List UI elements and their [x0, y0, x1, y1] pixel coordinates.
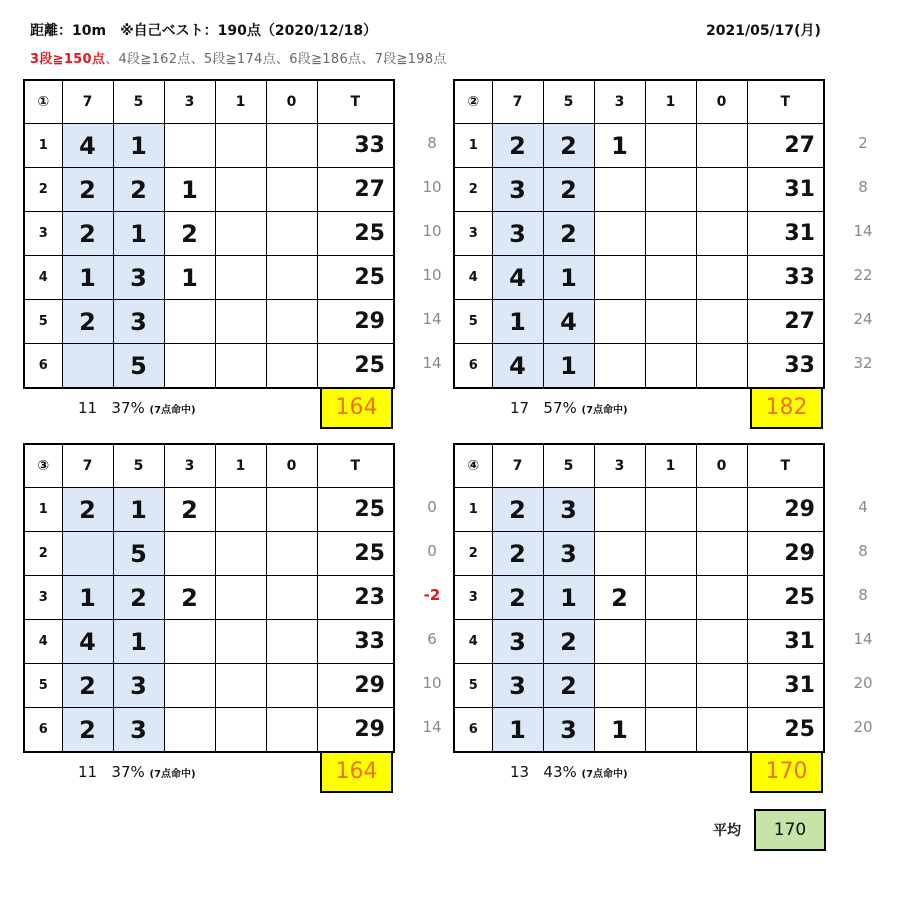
column-header: 1	[645, 444, 696, 488]
table-header-row	[24, 80, 394, 124]
cumulative-diff: 14	[853, 222, 873, 240]
count-cell-c7: 3	[492, 212, 543, 256]
count-cell-c3: 1	[594, 124, 645, 168]
round-mark: ②	[454, 80, 492, 124]
count-cell-c0	[266, 212, 317, 256]
table-row	[454, 620, 824, 664]
table-row	[454, 168, 824, 212]
count-cell-c7: 2	[62, 168, 113, 212]
column-header: 7	[62, 444, 113, 488]
column-header: 0	[266, 444, 317, 488]
table-header-row	[24, 444, 394, 488]
cumulative-diff: 20	[853, 718, 873, 736]
count-cell-c5: 3	[543, 708, 594, 753]
count-cell-c1	[215, 168, 266, 212]
table-row	[454, 488, 824, 532]
hit-stats	[78, 399, 196, 417]
round-3-scorecard	[23, 443, 463, 793]
end-total: 23	[317, 576, 394, 620]
count-cell-c0	[696, 664, 747, 708]
count-cell-c0	[696, 488, 747, 532]
table-header-row	[454, 80, 824, 124]
hit-rate: 57%	[543, 399, 577, 417]
count-cell-c1	[645, 488, 696, 532]
table-row	[24, 168, 394, 212]
count-cell-c7: 3	[492, 620, 543, 664]
table-row	[24, 488, 394, 532]
cumulative-diff: 8	[858, 542, 868, 560]
count-cell-c7: 1	[492, 708, 543, 753]
cumulative-diff: 10	[422, 266, 442, 284]
end-label: 1	[24, 124, 62, 168]
count-cell-c3	[164, 620, 215, 664]
grand-total: 170	[750, 751, 823, 793]
count-cell-c7: 2	[62, 664, 113, 708]
column-header: 1	[645, 80, 696, 124]
end-total: 33	[317, 620, 394, 664]
round-mark: ④	[454, 444, 492, 488]
count-cell-c0	[266, 532, 317, 576]
count-cell-c1	[215, 256, 266, 300]
table-row	[24, 344, 394, 389]
rank-highlight: 3段≧150点	[30, 52, 106, 67]
count-cell-c3: 2	[164, 576, 215, 620]
end-total: 25	[747, 576, 824, 620]
count-cell-c5: 5	[113, 532, 164, 576]
end-total: 25	[747, 708, 824, 753]
average-box: 170	[754, 809, 826, 851]
count-cell-c5: 2	[543, 620, 594, 664]
count-cell-c0	[266, 124, 317, 168]
count-cell-c3	[594, 664, 645, 708]
end-label: 5	[24, 664, 62, 708]
count-cell-c7: 4	[492, 256, 543, 300]
count-cell-c5: 5	[113, 344, 164, 389]
end-total: 31	[747, 168, 824, 212]
column-header: 5	[113, 444, 164, 488]
table-row	[454, 124, 824, 168]
count-cell-c3	[164, 124, 215, 168]
end-total: 25	[317, 256, 394, 300]
hit-count: 11	[78, 399, 98, 417]
end-label: 5	[454, 664, 492, 708]
column-header: T	[747, 444, 824, 488]
header-rank-thresholds	[30, 48, 447, 67]
column-header: 7	[492, 80, 543, 124]
grand-total: 182	[750, 387, 823, 429]
cumulative-diff: 14	[422, 354, 442, 372]
count-cell-c1	[645, 532, 696, 576]
cumulative-diff: 10	[422, 178, 442, 196]
table-row	[24, 576, 394, 620]
count-cell-c7: 2	[62, 300, 113, 344]
count-cell-c1	[645, 300, 696, 344]
count-cell-c3	[594, 488, 645, 532]
count-cell-c0	[696, 256, 747, 300]
table-row	[24, 300, 394, 344]
count-cell-c0	[266, 344, 317, 389]
count-cell-c1	[645, 576, 696, 620]
table-row	[454, 708, 824, 753]
count-cell-c7: 2	[492, 488, 543, 532]
count-cell-c7: 4	[492, 344, 543, 389]
end-label: 6	[454, 708, 492, 753]
end-total: 33	[747, 256, 824, 300]
count-cell-c5: 2	[113, 168, 164, 212]
table-row	[454, 532, 824, 576]
cumulative-diff: 2	[858, 134, 868, 152]
round-4-scorecard	[453, 443, 893, 793]
count-cell-c7: 1	[62, 256, 113, 300]
cumulative-diff: 24	[853, 310, 873, 328]
count-cell-c7: 2	[492, 532, 543, 576]
count-cell-c0	[696, 532, 747, 576]
score-table	[453, 79, 825, 389]
end-total: 33	[317, 124, 394, 168]
end-label: 4	[24, 620, 62, 664]
average-label: 平均	[713, 823, 741, 839]
count-cell-c1	[215, 124, 266, 168]
end-total: 25	[317, 212, 394, 256]
column-header: 0	[266, 80, 317, 124]
count-cell-c7	[62, 344, 113, 389]
count-cell-c1	[215, 708, 266, 753]
hit-rate: 43%	[543, 763, 577, 781]
count-cell-c1	[215, 532, 266, 576]
count-cell-c3	[594, 168, 645, 212]
column-header: 0	[696, 444, 747, 488]
table-header-row	[454, 444, 824, 488]
count-cell-c3	[594, 532, 645, 576]
hit-rate-note: (7点命中)	[581, 769, 628, 780]
end-label: 5	[454, 300, 492, 344]
table-row	[24, 664, 394, 708]
table-row	[454, 300, 824, 344]
count-cell-c7: 2	[62, 708, 113, 753]
cumulative-diff: 14	[853, 630, 873, 648]
cumulative-diff: 32	[853, 354, 873, 372]
end-total: 29	[747, 532, 824, 576]
score-table	[23, 79, 395, 389]
column-header: 7	[62, 80, 113, 124]
count-cell-c5: 1	[113, 620, 164, 664]
end-label: 1	[24, 488, 62, 532]
count-cell-c7: 2	[62, 488, 113, 532]
count-cell-c5: 1	[543, 576, 594, 620]
table-row	[24, 532, 394, 576]
count-cell-c0	[696, 344, 747, 389]
count-cell-c0	[696, 576, 747, 620]
count-cell-c1	[215, 576, 266, 620]
cumulative-diff: 6	[427, 630, 437, 648]
end-total: 27	[747, 124, 824, 168]
column-header: 5	[543, 444, 594, 488]
table-row	[454, 212, 824, 256]
count-cell-c3	[164, 664, 215, 708]
count-cell-c7: 3	[492, 664, 543, 708]
count-cell-c1	[645, 620, 696, 664]
column-header: 3	[594, 80, 645, 124]
column-header: 1	[215, 80, 266, 124]
column-header: 3	[164, 444, 215, 488]
end-total: 27	[747, 300, 824, 344]
count-cell-c3	[164, 708, 215, 753]
count-cell-c5: 3	[113, 708, 164, 753]
count-cell-c3	[594, 300, 645, 344]
column-header: T	[317, 444, 394, 488]
end-label: 2	[24, 532, 62, 576]
end-total: 29	[317, 664, 394, 708]
end-label: 4	[454, 256, 492, 300]
count-cell-c0	[266, 620, 317, 664]
end-label: 3	[454, 212, 492, 256]
cumulative-diff: 10	[422, 222, 442, 240]
count-cell-c1	[215, 488, 266, 532]
count-cell-c5: 1	[113, 488, 164, 532]
end-total: 29	[747, 488, 824, 532]
count-cell-c5: 1	[543, 256, 594, 300]
header-date: 2021/05/17(月)	[706, 23, 821, 39]
count-cell-c3: 1	[164, 256, 215, 300]
end-label: 2	[454, 168, 492, 212]
table-row	[24, 256, 394, 300]
round-mark: ①	[24, 80, 62, 124]
count-cell-c5: 2	[113, 576, 164, 620]
header-distance-best: 距離：10m ※自己ベスト：190点（2020/12/18）	[30, 23, 378, 39]
table-row	[454, 664, 824, 708]
end-label: 2	[454, 532, 492, 576]
end-label: 4	[24, 256, 62, 300]
count-cell-c0	[266, 300, 317, 344]
count-cell-c1	[645, 168, 696, 212]
count-cell-c1	[645, 344, 696, 389]
cumulative-diff: 22	[853, 266, 873, 284]
count-cell-c0	[266, 488, 317, 532]
count-cell-c1	[645, 212, 696, 256]
count-cell-c3	[594, 212, 645, 256]
hit-rate: 37%	[111, 399, 145, 417]
hit-count: 11	[78, 763, 98, 781]
count-cell-c5: 2	[543, 664, 594, 708]
count-cell-c5: 4	[543, 300, 594, 344]
end-total: 27	[317, 168, 394, 212]
score-table	[23, 443, 395, 753]
count-cell-c0	[696, 168, 747, 212]
end-label: 6	[24, 344, 62, 389]
count-cell-c3: 2	[164, 212, 215, 256]
count-cell-c3	[164, 344, 215, 389]
end-label: 6	[24, 708, 62, 753]
end-total: 25	[317, 344, 394, 389]
round-mark: ③	[24, 444, 62, 488]
end-total: 33	[747, 344, 824, 389]
column-header: 1	[215, 444, 266, 488]
end-label: 3	[24, 212, 62, 256]
count-cell-c1	[645, 664, 696, 708]
count-cell-c0	[696, 620, 747, 664]
hit-rate-note: (7点命中)	[149, 769, 196, 780]
count-cell-c7: 3	[492, 168, 543, 212]
grand-total: 164	[320, 751, 393, 793]
column-header: 5	[543, 80, 594, 124]
count-cell-c1	[645, 708, 696, 753]
count-cell-c5: 3	[113, 300, 164, 344]
end-label: 5	[24, 300, 62, 344]
grand-total: 164	[320, 387, 393, 429]
count-cell-c0	[266, 168, 317, 212]
table-row	[454, 576, 824, 620]
hit-rate-note: (7点命中)	[149, 405, 196, 416]
count-cell-c0	[696, 124, 747, 168]
end-total: 29	[317, 300, 394, 344]
count-cell-c3	[594, 256, 645, 300]
end-total: 31	[747, 620, 824, 664]
hit-rate: 37%	[111, 763, 145, 781]
column-header: T	[747, 80, 824, 124]
count-cell-c5: 3	[113, 664, 164, 708]
cumulative-diff: 0	[427, 542, 437, 560]
count-cell-c7: 2	[62, 212, 113, 256]
count-cell-c7: 4	[62, 620, 113, 664]
column-header: 3	[164, 80, 215, 124]
count-cell-c0	[696, 300, 747, 344]
cumulative-diff: 14	[422, 310, 442, 328]
count-cell-c0	[266, 256, 317, 300]
column-header: T	[317, 80, 394, 124]
cumulative-diff: -2	[423, 586, 441, 604]
table-row	[24, 212, 394, 256]
column-header: 5	[113, 80, 164, 124]
end-label: 4	[454, 620, 492, 664]
round-2-scorecard	[453, 79, 893, 429]
hit-count: 17	[510, 399, 530, 417]
count-cell-c3	[594, 620, 645, 664]
count-cell-c1	[215, 620, 266, 664]
end-total: 31	[747, 212, 824, 256]
end-total: 29	[317, 708, 394, 753]
count-cell-c7: 1	[492, 300, 543, 344]
count-cell-c7: 2	[492, 124, 543, 168]
count-cell-c3: 2	[594, 576, 645, 620]
count-cell-c5: 1	[113, 212, 164, 256]
score-table	[453, 443, 825, 753]
rank-rest: 、4段≧162点、5段≧174点、6段≧186点、7段≧198点	[105, 52, 447, 67]
count-cell-c7	[62, 532, 113, 576]
hit-stats	[78, 763, 196, 781]
count-cell-c5: 3	[543, 532, 594, 576]
table-row	[24, 708, 394, 753]
end-label: 3	[454, 576, 492, 620]
count-cell-c0	[266, 576, 317, 620]
end-label: 6	[454, 344, 492, 389]
count-cell-c5: 2	[543, 124, 594, 168]
count-cell-c3	[164, 532, 215, 576]
cumulative-diff: 20	[853, 674, 873, 692]
end-label: 1	[454, 124, 492, 168]
end-total: 25	[317, 532, 394, 576]
count-cell-c1	[215, 300, 266, 344]
count-cell-c5: 1	[543, 344, 594, 389]
count-cell-c7: 2	[492, 576, 543, 620]
count-cell-c5: 3	[113, 256, 164, 300]
round-1-scorecard	[23, 79, 463, 429]
column-header: 7	[492, 444, 543, 488]
cumulative-diff: 8	[427, 134, 437, 152]
cumulative-diff: 10	[422, 674, 442, 692]
end-label: 1	[454, 488, 492, 532]
cumulative-diff: 0	[427, 498, 437, 516]
column-header: 3	[594, 444, 645, 488]
end-total: 25	[317, 488, 394, 532]
cumulative-diff: 4	[858, 498, 868, 516]
count-cell-c3: 1	[164, 168, 215, 212]
count-cell-c3	[164, 300, 215, 344]
end-total: 31	[747, 664, 824, 708]
table-row	[454, 256, 824, 300]
table-row	[24, 124, 394, 168]
count-cell-c1	[645, 256, 696, 300]
table-row	[454, 344, 824, 389]
cumulative-diff: 8	[858, 586, 868, 604]
hit-rate-note: (7点命中)	[581, 405, 628, 416]
count-cell-c3	[594, 344, 645, 389]
count-cell-c0	[696, 212, 747, 256]
count-cell-c0	[266, 664, 317, 708]
count-cell-c5: 2	[543, 168, 594, 212]
table-row	[24, 620, 394, 664]
hit-stats	[510, 763, 628, 781]
count-cell-c1	[215, 664, 266, 708]
count-cell-c7: 1	[62, 576, 113, 620]
count-cell-c0	[266, 708, 317, 753]
count-cell-c1	[215, 344, 266, 389]
hit-stats	[510, 399, 628, 417]
count-cell-c7: 4	[62, 124, 113, 168]
cumulative-diff: 14	[422, 718, 442, 736]
hit-count: 13	[510, 763, 530, 781]
count-cell-c5: 1	[113, 124, 164, 168]
count-cell-c1	[645, 124, 696, 168]
end-label: 3	[24, 576, 62, 620]
count-cell-c1	[215, 212, 266, 256]
count-cell-c3: 1	[594, 708, 645, 753]
count-cell-c3: 2	[164, 488, 215, 532]
cumulative-diff: 8	[858, 178, 868, 196]
end-label: 2	[24, 168, 62, 212]
count-cell-c0	[696, 708, 747, 753]
count-cell-c5: 3	[543, 488, 594, 532]
column-header: 0	[696, 80, 747, 124]
count-cell-c5: 2	[543, 212, 594, 256]
